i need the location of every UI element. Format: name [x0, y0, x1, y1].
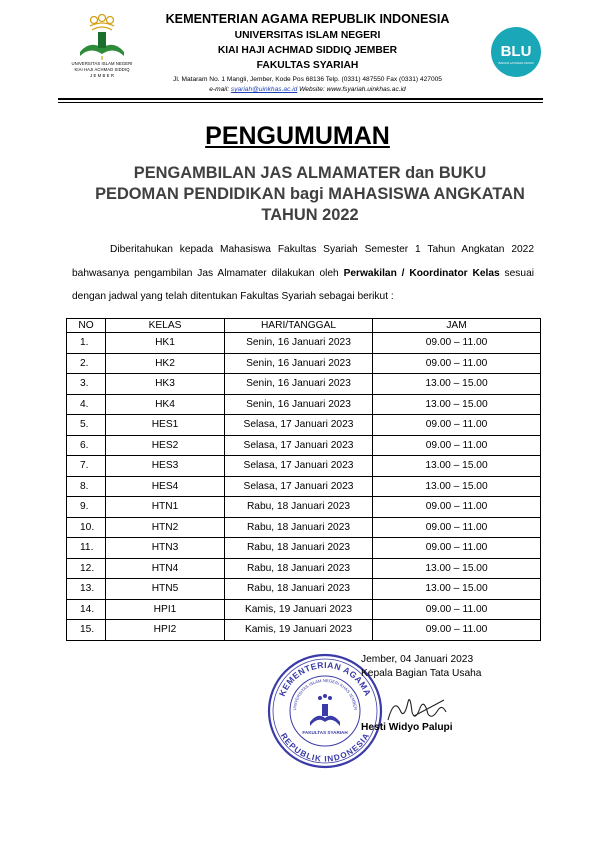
row-no: 9.: [67, 497, 106, 518]
svg-text:REPUBLIK INDONESIA: [279, 732, 371, 764]
row-kelas: HK4: [106, 394, 225, 415]
row-no: 15.: [67, 620, 106, 641]
row-jam: 13.00 – 15.00: [373, 476, 541, 497]
row-no: 2.: [67, 353, 106, 374]
row-no: 13.: [67, 579, 106, 600]
website-link[interactable]: www.fsyariah.uinkhas.ac.id: [326, 86, 406, 93]
row-hari-tanggal: Selasa, 17 Januari 2023: [225, 435, 373, 456]
ministry-name: KEMENTERIAN AGAMA REPUBLIK INDONESIA: [165, 12, 450, 26]
row-jam: 09.00 – 11.00: [373, 538, 541, 559]
row-hari-tanggal: Rabu, 18 Januari 2023: [225, 558, 373, 579]
table-body: [67, 333, 541, 641]
table-row: [67, 456, 541, 477]
row-jam: 13.00 – 15.00: [373, 394, 541, 415]
address-line: Jl. Mataram No. 1 Mangli, Jember, Kode Pos 68136 Telp. (0331) 487550 Fax (0331) 427005: [173, 76, 442, 83]
stamp-inner-text: UNIVERSITAS ISLAM NEGERI KHAS JEMBER: [291, 677, 359, 711]
table-row: [67, 517, 541, 538]
subtitle-line-1: PENGAMBILAN JAS ALMAMATER dan BUKU: [133, 164, 487, 182]
table-row: [67, 497, 541, 518]
stamp-bottom-text: REPUBLIK INDONESIA: [278, 731, 372, 764]
row-jam: 09.00 – 11.00: [373, 435, 541, 456]
row-no: 6.: [67, 435, 106, 456]
row-kelas: HTN5: [106, 579, 225, 600]
row-kelas: HPI2: [106, 620, 225, 641]
table-row: [67, 394, 541, 415]
row-hari-tanggal: Kamis, 19 Januari 2023: [225, 599, 373, 620]
row-kelas: HTN2: [106, 517, 225, 538]
row-hari-tanggal: Rabu, 18 Januari 2023: [225, 538, 373, 559]
row-kelas: HK2: [106, 353, 225, 374]
blu-logo: [490, 26, 542, 78]
page-title: PENGUMUMAN: [205, 122, 390, 150]
table-row: [67, 599, 541, 620]
university-name: KIAI HAJI ACHMAD SIDDIQ JEMBER: [217, 45, 398, 56]
signature-place-date: Jember, 04 Januari 2023: [361, 654, 474, 665]
row-jam: 09.00 – 11.00: [373, 599, 541, 620]
row-kelas: HES2: [106, 435, 225, 456]
letterhead-rule-thick: [58, 98, 543, 100]
paragraph-part-1: Diberitahukan kepada Mahasiswa Fakultas Syariah Semester 1 Tahun Angkatan 2022 bahwasanya pengambilan Jas Almamater dilakukan oleh: [72, 244, 534, 279]
row-no: 14.: [67, 599, 106, 620]
row-hari-tanggal: Selasa, 17 Januari 2023: [225, 415, 373, 436]
row-hari-tanggal: Rabu, 18 Januari 2023: [225, 579, 373, 600]
row-kelas: HK1: [106, 333, 225, 354]
row-hari-tanggal: Rabu, 18 Januari 2023: [225, 497, 373, 518]
subtitle-line-3: TAHUN 2022: [261, 206, 359, 224]
row-jam: 09.00 – 11.00: [373, 353, 541, 374]
logo-caption-2: KIAI HAJI ACHMAD SIDDIQ: [74, 67, 130, 72]
row-no: 3.: [67, 374, 106, 395]
email-link[interactable]: syariah@uinkhas.ac.id: [230, 86, 298, 93]
row-hari-tanggal: Selasa, 17 Januari 2023: [225, 456, 373, 477]
subtitle: [60, 163, 560, 226]
row-no: 5.: [67, 415, 106, 436]
row-no: 12.: [67, 558, 106, 579]
row-hari-tanggal: Rabu, 18 Januari 2023: [225, 517, 373, 538]
row-no: 7.: [67, 456, 106, 477]
uinkhas-emblem-icon: [72, 12, 132, 60]
website-label: Website:: [299, 86, 325, 93]
row-jam: 09.00 – 11.00: [373, 497, 541, 518]
paragraph-bold: Perwakilan / Koordinator Kelas: [343, 267, 500, 279]
subtitle-line-2: PEDOMAN PENDIDIKAN bagi MAHASISWA ANGKATAN: [95, 185, 525, 203]
contact-line: [130, 86, 485, 93]
row-kelas: HES1: [106, 415, 225, 436]
blu-logo-text: BLU: [500, 43, 532, 60]
row-kelas: HK3: [106, 374, 225, 395]
table-header-row: [67, 319, 541, 333]
row-jam: 09.00 – 11.00: [373, 333, 541, 354]
table-row: [67, 374, 541, 395]
row-no: 10.: [67, 517, 106, 538]
schedule-table: [66, 318, 541, 641]
row-hari-tanggal: Senin, 16 Januari 2023: [225, 374, 373, 395]
header-hari-tanggal: HARI/TANGGAL: [225, 319, 373, 333]
row-kelas: HES3: [106, 456, 225, 477]
announcement-paragraph: [72, 238, 534, 309]
university-label: UNIVERSITAS ISLAM NEGERI: [234, 30, 381, 41]
table-row: [67, 415, 541, 436]
table-row: [67, 538, 541, 559]
row-kelas: HES4: [106, 476, 225, 497]
stamp-center-text: FAKULTAS SYARIAH: [302, 730, 348, 735]
paragraph-part-2: sesuai dengan jadwal yang telah ditentukan Fakultas Syariah sebagai berikut :: [72, 267, 534, 302]
row-kelas: HTN1: [106, 497, 225, 518]
row-no: 8.: [67, 476, 106, 497]
row-no: 1.: [67, 333, 106, 354]
stamp-emblem-icon: [310, 694, 340, 726]
handwritten-signature: [384, 690, 454, 726]
row-no: 11.: [67, 538, 106, 559]
row-jam: 13.00 – 15.00: [373, 374, 541, 395]
table-row: [67, 353, 541, 374]
row-hari-tanggal: Senin, 16 Januari 2023: [225, 394, 373, 415]
logo-caption-3: J E M B E R: [90, 73, 114, 78]
row-hari-tanggal: Senin, 16 Januari 2023: [225, 353, 373, 374]
blu-emblem-icon: [490, 26, 542, 78]
row-jam: 13.00 – 15.00: [373, 579, 541, 600]
header-no: NO: [67, 319, 106, 333]
email-label: e-mail:: [209, 86, 230, 93]
letterhead-rule-thin: [58, 102, 543, 103]
row-no: 4.: [67, 394, 106, 415]
logo-caption-1: UNIVERSITAS ISLAM NEGERI: [71, 61, 133, 66]
row-kelas: HPI1: [106, 599, 225, 620]
row-jam: 09.00 – 11.00: [373, 517, 541, 538]
row-jam: 13.00 – 15.00: [373, 456, 541, 477]
row-hari-tanggal: Selasa, 17 Januari 2023: [225, 476, 373, 497]
header-kelas: KELAS: [106, 319, 225, 333]
table-row: [67, 579, 541, 600]
table-row: [67, 435, 541, 456]
table-row: [67, 476, 541, 497]
row-kelas: HTN4: [106, 558, 225, 579]
row-jam: 09.00 – 11.00: [373, 415, 541, 436]
row-hari-tanggal: Senin, 16 Januari 2023: [225, 333, 373, 354]
signature-name: Hesti Widyo Palupi: [361, 722, 453, 733]
faculty-name: FAKULTAS SYARIAH: [256, 60, 359, 71]
signature-position: Kepala Bagian Tata Usaha: [361, 668, 482, 679]
row-kelas: HTN3: [106, 538, 225, 559]
blu-logo-caption: BADAN LAYANAN UMUM: [498, 61, 534, 65]
table-row: [67, 558, 541, 579]
table-row: [67, 620, 541, 641]
university-logo: [62, 12, 142, 82]
header-jam: JAM: [373, 319, 541, 333]
table-row: [67, 333, 541, 354]
row-jam: 09.00 – 11.00: [373, 620, 541, 641]
row-hari-tanggal: Kamis, 19 Januari 2023: [225, 620, 373, 641]
stamp-top-text: KEMENTERIAN AGAMA: [276, 659, 374, 698]
row-jam: 13.00 – 15.00: [373, 558, 541, 579]
